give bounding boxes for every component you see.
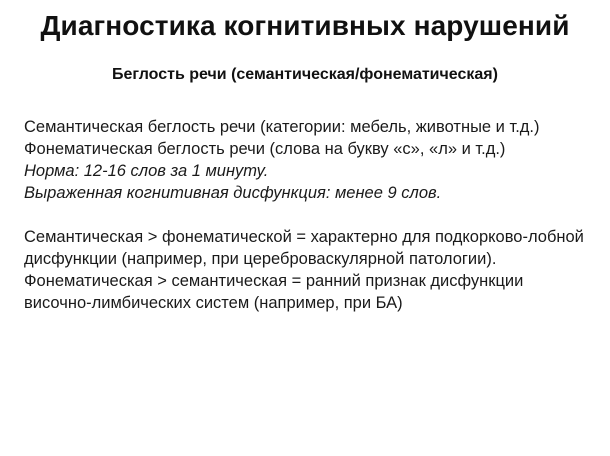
paragraph-spacer bbox=[24, 204, 590, 226]
section-subtitle: Беглость речи (семантическая/фонематическая) bbox=[112, 66, 498, 83]
phonemic-fluency-text: Фонематическая беглость речи (слова на букву «с», «л» и т.д.) bbox=[24, 140, 506, 158]
semantic-greater-text: Семантическая > фонематической = характерно для подкорково-лобной дисфункции (например, при цереброваскулярной патологии). bbox=[24, 228, 584, 268]
semantic-fluency-text: Семантическая беглость речи (категории: мебель, животные и т.д.) bbox=[24, 118, 540, 136]
phonemic-greater-text: Фонематическая > семантическая = ранний признак дисфункции височно-лимбических систем (например, при БА) bbox=[24, 272, 524, 312]
norm-text: Норма: 12-16 слов за 1 минуту. bbox=[24, 162, 269, 180]
slide-body bbox=[24, 116, 590, 314]
page-title: Диагностика когнитивных нарушений bbox=[40, 10, 570, 41]
dysfunction-text: Выраженная когнитивная дисфункция: менее 9 слов. bbox=[24, 184, 442, 202]
